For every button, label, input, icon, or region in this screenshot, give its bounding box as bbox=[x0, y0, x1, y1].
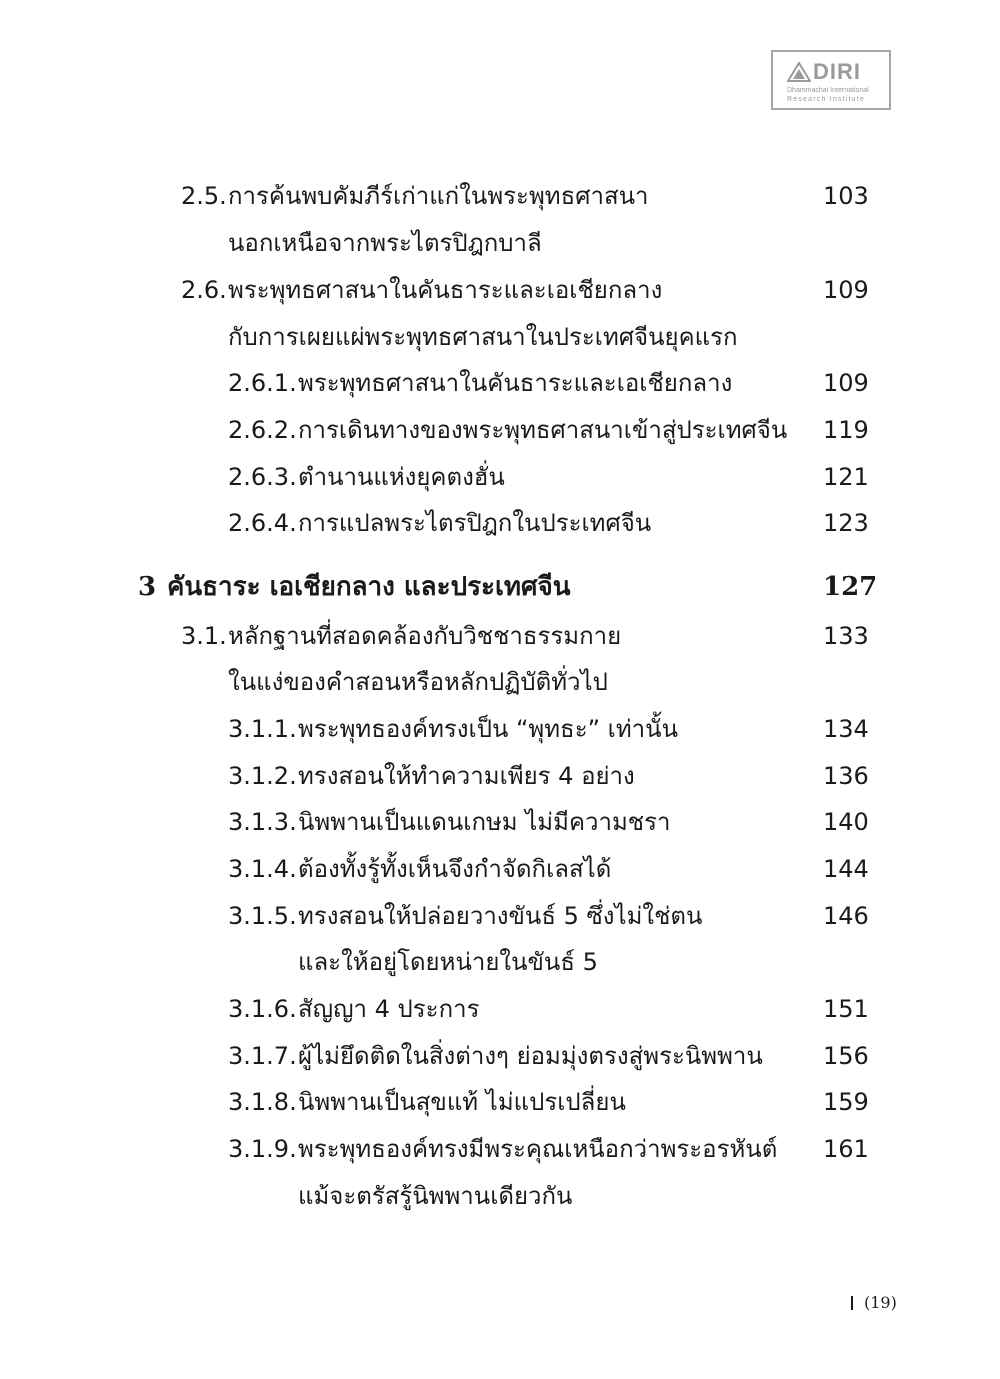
entry-number: 3.1.6. bbox=[228, 995, 297, 1023]
entry-number: 2.6. bbox=[181, 276, 227, 304]
entry-number: 2.6.3. bbox=[228, 463, 297, 491]
entry-page: 109 bbox=[823, 369, 869, 397]
entry-page: 159 bbox=[823, 1088, 869, 1116]
entry-page: 136 bbox=[823, 762, 869, 790]
entry-page: 109 bbox=[823, 276, 869, 304]
entry-page: 134 bbox=[823, 715, 869, 743]
entry-page: 123 bbox=[823, 509, 869, 537]
chapter-title: คันธาระ เอเชียกลาง และประเทศจีน bbox=[167, 572, 571, 602]
entry-number: 3.1.5. bbox=[228, 902, 297, 930]
entry-page: 103 bbox=[823, 182, 869, 210]
entry-title: ในแง่ของคำสอนหรือหลักปฏิบัติทั่วไป bbox=[228, 668, 608, 696]
entry-title: แม้จะตรัสรู้นิพพานเดียวกัน bbox=[298, 1182, 573, 1210]
entry-number: 3.1.2. bbox=[228, 762, 297, 790]
entry-number: 2.5. bbox=[181, 182, 227, 210]
entry-page: 140 bbox=[823, 808, 869, 836]
entry-number: 3.1.8. bbox=[228, 1088, 297, 1116]
entry-title: นิพพานเป็นแดนเกษม ไม่มีความชรา bbox=[298, 808, 671, 836]
entry-page: 144 bbox=[823, 855, 869, 883]
entry-title: ทรงสอนให้ปล่อยวางขันธ์ 5 ซึ่งไม่ใช่ตน bbox=[298, 902, 703, 930]
entry-title: การแปลพระไตรปิฎกในประเทศจีน bbox=[298, 509, 652, 537]
entry-title: พระพุทธองค์ทรงมีพระคุณเหนือกว่าพระอรหันต์ bbox=[298, 1135, 778, 1163]
entry-title: ทรงสอนให้ทำความเพียร 4 อย่าง bbox=[298, 762, 635, 790]
entry-number: 2.6.2. bbox=[228, 416, 297, 444]
entry-title: พระพุทธองค์ทรงเป็น “พุทธะ” เท่านั้น bbox=[298, 715, 678, 743]
entry-title: นิพพานเป็นสุขแท้ ไม่แปรเปลี่ยน bbox=[298, 1088, 626, 1116]
logo-subtitle-2: Research Institute bbox=[787, 96, 866, 103]
entry-title: ตำนานแห่งยุคตงฮั่น bbox=[298, 463, 505, 491]
entry-number: 2.6.1. bbox=[228, 369, 297, 397]
entry-page: 121 bbox=[823, 463, 869, 491]
entry-title: การค้นพบคัมภีร์เก่าแก่ในพระพุทธศาสนา bbox=[228, 182, 649, 210]
chapter-number: 3 bbox=[138, 572, 157, 602]
entry-page: 133 bbox=[823, 622, 869, 650]
footer-divider bbox=[851, 1296, 853, 1310]
entry-page: 151 bbox=[823, 995, 869, 1023]
chapter-page: 127 bbox=[823, 572, 878, 602]
entry-title: สัญญา 4 ประการ bbox=[298, 995, 480, 1023]
entry-page: 119 bbox=[823, 416, 869, 444]
entry-number: 3.1.3. bbox=[228, 808, 297, 836]
entry-page: 161 bbox=[823, 1135, 869, 1163]
entry-title: นอกเหนือจากพระไตรปิฎกบาลี bbox=[228, 229, 542, 257]
entry-title: ผู้ไม่ยึดติดในสิ่งต่างๆ ย่อมมุ่งตรงสู่พระนิพพาน bbox=[298, 1042, 763, 1070]
entry-number: 3.1.4. bbox=[228, 855, 297, 883]
page-number: (19) bbox=[864, 1293, 897, 1312]
entry-number: 2.6.4. bbox=[228, 509, 297, 537]
entry-title: การเดินทางของพระพุทธศาสนาเข้าสู่ประเทศจีน bbox=[298, 416, 788, 444]
entry-number: 3.1.7. bbox=[228, 1042, 297, 1070]
entry-title: พระพุทธศาสนาในคันธาระและเอเชียกลาง bbox=[298, 369, 733, 397]
logo-subtitle-1: Dhammachai International bbox=[787, 87, 869, 94]
entry-number: 3.1.9. bbox=[228, 1135, 297, 1163]
entry-title: และให้อยู่โดยหน่ายในขันธ์ 5 bbox=[298, 948, 598, 976]
entry-page: 156 bbox=[823, 1042, 869, 1070]
entry-number: 3.1.1. bbox=[228, 715, 297, 743]
entry-title: พระพุทธศาสนาในคันธาระและเอเชียกลาง bbox=[228, 276, 663, 304]
diri-logo bbox=[771, 50, 891, 110]
entry-number: 3.1. bbox=[181, 622, 227, 650]
entry-title: กับการเผยแผ่พระพุทธศาสนาในประเทศจีนยุคแรก bbox=[228, 323, 738, 351]
entry-title: ต้องทั้งรู้ทั้งเห็นจึงกำจัดกิเลสได้ bbox=[298, 855, 612, 883]
entry-page: 146 bbox=[823, 902, 869, 930]
triangle-logo-icon bbox=[787, 62, 811, 82]
entry-title: หลักฐานที่สอดคล้องกับวิชชาธรรมกาย bbox=[228, 622, 622, 650]
logo-mark: DIRI bbox=[813, 59, 861, 84]
